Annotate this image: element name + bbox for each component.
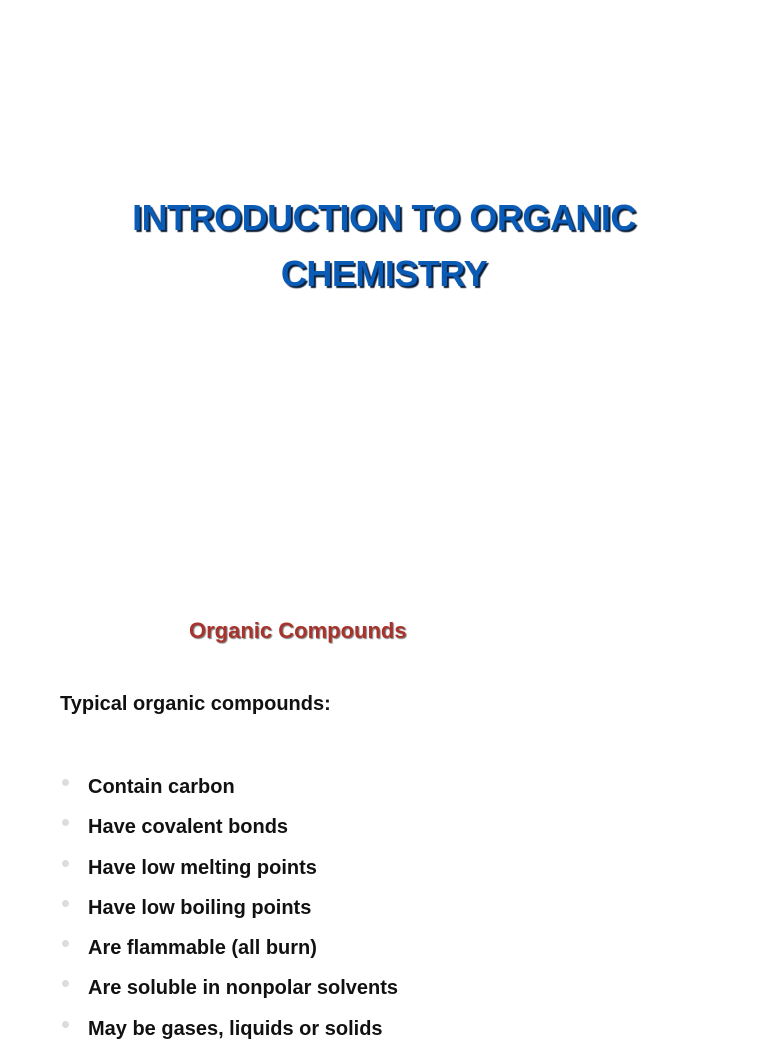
list-item-text: Are flammable (all burn) [88,937,317,960]
bullet-dot-icon [62,900,69,907]
list-item [60,973,398,1013]
bullet-dot-icon [62,1021,69,1028]
bullet-dot-icon [62,819,69,826]
list-item-text: Have low boiling points [88,896,312,919]
bullet-dot-icon [62,779,69,786]
list-item-text: Contain carbon [88,776,235,798]
slide-title-line: INTRODUCTION TO ORGANIC [132,197,636,238]
slide-title [0,190,768,302]
list-item [60,853,398,893]
list-item [60,772,398,812]
list-item-text: May be gases, liquids or solids [88,1017,383,1040]
list-item [60,893,398,933]
list-item-text: Have low melting points [88,856,317,879]
bullet-dot-icon [62,980,69,987]
list-item-text: Are soluble in nonpolar solvents [88,977,399,1000]
list-item-text: Have covalent bonds [88,816,289,839]
list-item [60,812,398,852]
bullet-dot-icon [62,940,69,947]
list-item [60,1014,398,1054]
slide-title-line: CHEMISTRY [280,253,488,294]
section-heading: Organic Compounds [189,618,407,643]
bullet-dot-icon [62,860,69,867]
list-item [60,933,398,973]
bullet-list [60,772,398,1054]
intro-text: Typical organic compounds: [60,693,331,715]
